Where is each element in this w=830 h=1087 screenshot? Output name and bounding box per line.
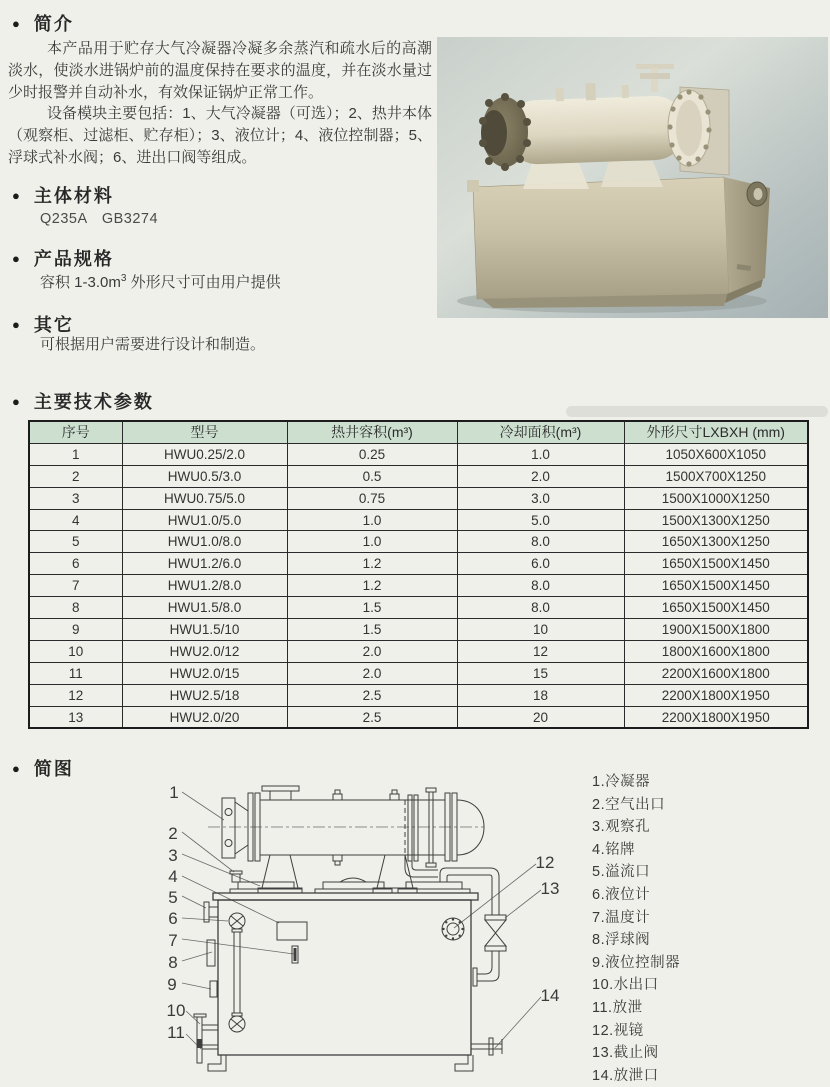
callout-9: 9 (167, 975, 177, 994)
schematic-diagram (148, 768, 580, 1081)
section-head-diagram (12, 755, 74, 781)
table-cell: 0.25 (287, 443, 457, 465)
callout-3: 3 (168, 846, 178, 865)
table-row (29, 706, 808, 728)
legend-item: 3.观察孔 (592, 819, 651, 836)
table-cell: 2200X1800X1950 (624, 706, 808, 728)
table-row (29, 443, 808, 465)
legend-item: 1.冷凝器 (592, 774, 651, 790)
table-cell: 1.2 (287, 553, 457, 575)
table-cell: 1050X600X1050 (624, 443, 808, 465)
table-cell: 13 (29, 706, 122, 728)
table-cell: 1.0 (457, 443, 624, 465)
table-row (29, 531, 808, 553)
table-cell: HWU1.2/6.0 (122, 553, 287, 575)
bullet-icon: ● (12, 316, 20, 332)
table-row (29, 509, 808, 531)
table-cell: 2.5 (287, 706, 457, 728)
table-cell: 1.5 (287, 619, 457, 641)
table-row (29, 597, 808, 619)
table-cell: HWU1.2/8.0 (122, 575, 287, 597)
table-cell: HWU0.75/5.0 (122, 487, 287, 509)
spec-volume: 容积 1-3.0m (40, 274, 121, 291)
table-cell: 9 (29, 619, 122, 641)
table-cell: 0.75 (287, 487, 457, 509)
legend-item: 4.铭牌 (592, 841, 636, 858)
section-head-params (12, 388, 154, 414)
table-cell: HWU1.0/8.0 (122, 531, 287, 553)
section-title-params: 主要技术参数 (33, 392, 154, 412)
photo-tank (457, 177, 770, 313)
specs-table (28, 420, 809, 729)
table-header-cell: 外形尺寸LXBXH (mm) (624, 421, 808, 443)
table-cell: 1500X1300X1250 (624, 509, 808, 531)
diagram-legend (592, 771, 680, 1087)
legend-item: 11.放泄 (592, 999, 643, 1016)
tank-drawing (194, 871, 502, 1071)
material-body: Q235A GB3274 (40, 211, 159, 227)
table-cell: 1650X1500X1450 (624, 553, 808, 575)
section-title-material: 主体材料 (33, 186, 114, 206)
section-title-spec: 产品规格 (33, 249, 114, 269)
bullet-icon: ● (12, 250, 20, 266)
table-cell: 6.0 (457, 553, 624, 575)
table-cell: 5.0 (457, 509, 624, 531)
section-title-other: 其它 (33, 315, 74, 335)
table-cell: 8 (29, 597, 122, 619)
table-cell: HWU1.5/10 (122, 619, 287, 641)
bullet-icon: ● (12, 15, 20, 31)
table-header-cell: 热井容积(m³) (287, 421, 457, 443)
table-cell: 1650X1300X1250 (624, 531, 808, 553)
table-cell: 2.0 (287, 640, 457, 662)
section-head-intro (12, 10, 74, 36)
legend-item: 10.水出口 (592, 977, 659, 994)
table-cell: 3.0 (457, 487, 624, 509)
callout-1: 1 (169, 783, 179, 802)
table-cell: HWU0.5/3.0 (122, 465, 287, 487)
table-row (29, 465, 808, 487)
table-cell: 2200X1600X1800 (624, 662, 808, 684)
table-cell: 2.0 (457, 465, 624, 487)
table-cell: 8.0 (457, 531, 624, 553)
table-header-cell: 型号 (122, 421, 287, 443)
table-header-row (29, 421, 808, 443)
table-cell: HWU2.0/20 (122, 706, 287, 728)
table-cell: 1.5 (287, 597, 457, 619)
table-cell: 1 (29, 443, 122, 465)
table-row (29, 487, 808, 509)
section-title-diagram: 简图 (33, 759, 74, 779)
spec-volume-sup: 3 (120, 273, 127, 284)
table-cell: 1800X1600X1800 (624, 640, 808, 662)
table-cell: 2.0 (287, 662, 457, 684)
table-cell: HWU0.25/2.0 (122, 443, 287, 465)
scan-artifact (566, 406, 828, 417)
table-row (29, 684, 808, 706)
table-cell: 11 (29, 662, 122, 684)
legend-item: 2.空气出口 (592, 796, 666, 813)
table-cell: 12 (457, 640, 624, 662)
params-table-body (29, 443, 808, 728)
table-cell: 1650X1500X1450 (624, 575, 808, 597)
table-cell: 1900X1500X1800 (624, 619, 808, 641)
legend-item: 8.浮球阀 (592, 932, 651, 949)
table-cell: 6 (29, 553, 122, 575)
legend-item: 9.液位控制器 (592, 954, 681, 971)
table-cell: 10 (29, 640, 122, 662)
table-header-cell: 冷却面积(m³) (457, 421, 624, 443)
legend-item: 5.溢流口 (592, 864, 651, 881)
legend-item: 14.放泄口 (592, 1067, 659, 1084)
table-cell: 2 (29, 465, 122, 487)
table-cell: HWU2.0/12 (122, 640, 287, 662)
legend-item: 12.视镜 (592, 1022, 644, 1039)
intro-paragraph-2: 设备模块主要包括：1、大气冷凝器（可选）；2、热井本体（观察柜、过滤柜、贮存柜）；3、液位计；4、液位控制器；5、浮球式补水阀；6、进出口阀等组成。 (8, 105, 432, 166)
spec-body (40, 268, 281, 294)
table-cell: HWU1.0/5.0 (122, 509, 287, 531)
table-cell: 2200X1800X1950 (624, 684, 808, 706)
table-cell: 4 (29, 509, 122, 531)
table-row (29, 575, 808, 597)
table-cell: 1500X700X1250 (624, 465, 808, 487)
spec-dimensions-note: 外形尺寸可由用户提供 (126, 274, 281, 291)
table-cell: 1.0 (287, 509, 457, 531)
product-photo (437, 37, 828, 318)
table-cell: 15 (457, 662, 624, 684)
table-cell: 1.0 (287, 531, 457, 553)
legend-item: 7.温度计 (592, 909, 651, 926)
callout-14: 14 (540, 986, 560, 1005)
table-cell: 1.2 (287, 575, 457, 597)
table-row (29, 640, 808, 662)
callout-6: 6 (168, 909, 178, 928)
table-header-cell: 序号 (29, 421, 122, 443)
table-row (29, 553, 808, 575)
bullet-icon: ● (12, 187, 20, 203)
table-cell: 12 (29, 684, 122, 706)
table-cell: 0.5 (287, 465, 457, 487)
callout-numbers (167, 783, 560, 1042)
table-cell: 1650X1500X1450 (624, 597, 808, 619)
bullet-icon: ● (12, 760, 20, 776)
callout-7: 7 (168, 931, 178, 950)
section-head-material (12, 182, 114, 208)
callout-4: 4 (168, 867, 178, 886)
intro-body (8, 38, 432, 169)
table-cell: 20 (457, 706, 624, 728)
legend-item: 13.截止阀 (592, 1045, 659, 1062)
table-cell: 5 (29, 531, 122, 553)
right-piping-drawing (440, 868, 506, 986)
bullet-icon: ● (12, 393, 20, 409)
table-cell: 8.0 (457, 575, 624, 597)
table-cell: 1500X1000X1250 (624, 487, 808, 509)
condenser-drawing (208, 786, 484, 893)
table-cell: HWU1.5/8.0 (122, 597, 287, 619)
intro-paragraph-1: 本产品用于贮存大气冷凝器冷凝多余蒸汽和疏水后的高潮淡水，使淡水进锅炉前的温度保持在要求的温度，并在淡水量过少时报警并自动补水，有效保证锅炉正常工作。 (8, 40, 432, 101)
callout-11: 11 (167, 1023, 185, 1042)
table-cell: 18 (457, 684, 624, 706)
callout-13: 13 (540, 879, 560, 898)
other-body: 可根据用户需要进行设计和制造。 (40, 336, 266, 353)
callout-8: 8 (168, 953, 178, 972)
callout-5: 5 (168, 888, 178, 907)
table-cell: HWU2.5/18 (122, 684, 287, 706)
table-cell: 10 (457, 619, 624, 641)
table-row (29, 619, 808, 641)
section-title-intro: 简介 (33, 14, 74, 34)
legend-item: 6.液位计 (592, 886, 651, 903)
callout-12: 12 (535, 853, 555, 872)
table-cell: HWU2.0/15 (122, 662, 287, 684)
table-cell: 7 (29, 575, 122, 597)
callout-2: 2 (168, 824, 178, 843)
table-cell: 8.0 (457, 597, 624, 619)
table-cell: 2.5 (287, 684, 457, 706)
table-cell: 3 (29, 487, 122, 509)
callout-10: 10 (166, 1001, 186, 1020)
table-row (29, 662, 808, 684)
